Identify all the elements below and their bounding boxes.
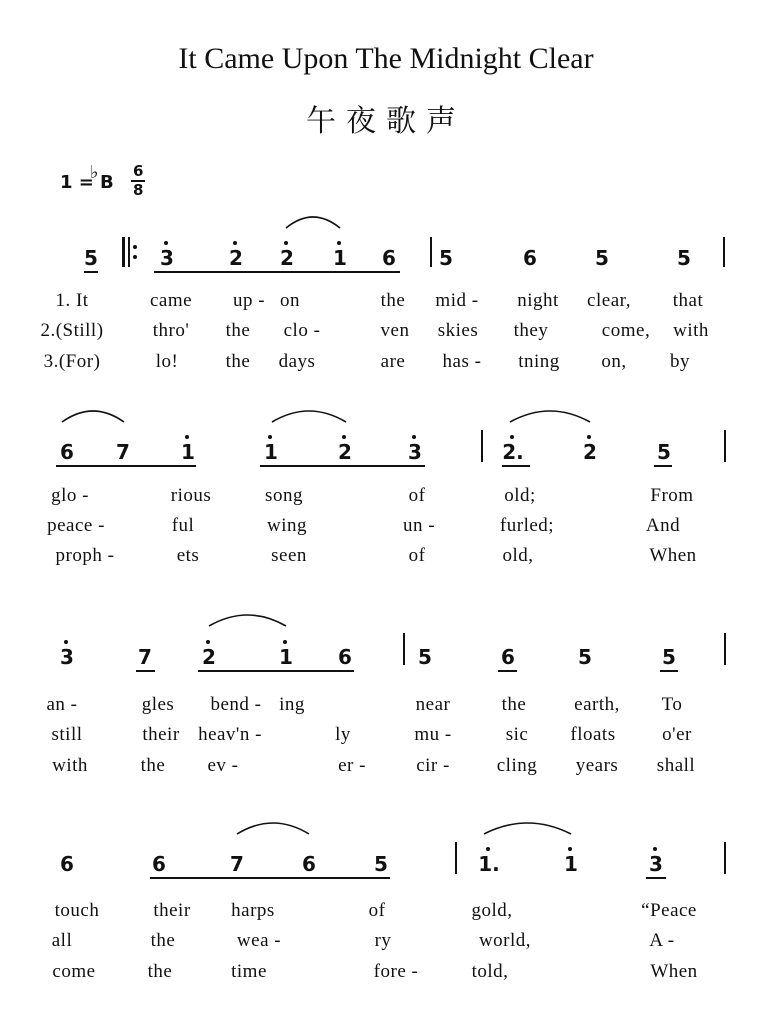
note: 6	[302, 852, 316, 876]
lyric-syllable: sic	[505, 724, 529, 745]
note: 1	[333, 246, 347, 270]
lyric-syllable: tning	[518, 351, 560, 372]
note: 5	[657, 440, 671, 464]
slur	[286, 217, 340, 228]
note: 6	[60, 440, 74, 464]
lyric-syllable: of	[408, 545, 426, 566]
lyric-syllable: near	[415, 694, 451, 715]
note: 5	[439, 246, 453, 270]
lyric-syllable: cir -	[416, 755, 450, 776]
lyric-syllable: ets	[176, 545, 200, 566]
lyric-syllable: From	[650, 485, 694, 506]
lyric-syllable: seen	[271, 545, 307, 566]
note: 1.	[478, 852, 500, 876]
lyric-syllable: years	[575, 755, 619, 776]
lyric-syllable: 3.(For)	[43, 351, 101, 372]
note: 5	[84, 246, 98, 270]
note: 6	[501, 645, 515, 669]
lyric-syllable: shall	[656, 755, 696, 776]
lyric-syllable: bend -	[210, 694, 262, 715]
lyric-syllable: that	[672, 290, 704, 311]
lyric-syllable: cling	[496, 755, 538, 776]
note: 5	[374, 852, 388, 876]
key-note: B	[100, 172, 114, 193]
time-top: 6	[133, 162, 144, 180]
lyric-syllable: lo!	[155, 351, 179, 372]
lyric-syllable: up -	[232, 290, 266, 311]
lyric-syllable: thro'	[152, 320, 190, 341]
lyric-syllable: has -	[442, 351, 482, 372]
lyric-syllable: o'er	[662, 724, 692, 745]
note: 1	[564, 852, 578, 876]
lyric-syllable: skies	[437, 320, 479, 341]
lyric-syllable: world,	[478, 930, 532, 951]
lyric-syllable: of	[408, 485, 426, 506]
lyric-syllable: the	[225, 320, 251, 341]
lyric-syllable: the	[147, 961, 173, 982]
note: 6	[152, 852, 166, 876]
note: 6	[382, 246, 396, 270]
song-title: It Came Upon The Midnight Clear	[178, 42, 594, 75]
note: 7	[138, 645, 152, 669]
lyric-syllable: song	[265, 485, 303, 506]
slur	[510, 411, 590, 422]
lyric-syllable: mu -	[414, 724, 452, 745]
lyric-syllable: When	[649, 545, 697, 566]
lyric-syllable: And	[645, 515, 681, 536]
lyric-syllable: the	[140, 755, 166, 776]
lyric-syllable: un -	[402, 515, 436, 536]
lyric-syllable: er -	[338, 755, 366, 776]
lyric-syllable: ven	[380, 320, 410, 341]
lyric-syllable: ev -	[207, 755, 239, 776]
note: 3	[160, 246, 174, 270]
note: 7	[116, 440, 130, 464]
lyric-syllable: rious	[170, 485, 212, 506]
lyric-syllable: with	[673, 320, 709, 341]
lyric-syllable: clo -	[283, 320, 321, 341]
lyric-syllable: all	[51, 930, 73, 951]
lyric-syllable: come,	[601, 320, 651, 341]
lyric-syllable: the	[225, 351, 251, 372]
lyric-syllable: they	[513, 320, 549, 341]
lyric-syllable: came	[149, 290, 193, 311]
note: 5	[578, 645, 592, 669]
note: 2	[202, 645, 216, 669]
lyric-syllable: harps	[231, 900, 275, 921]
lyric-syllable: mid -	[435, 290, 479, 311]
note: 1	[181, 440, 195, 464]
lyric-syllable: ly	[335, 724, 351, 745]
lyric-syllable: told,	[471, 961, 509, 982]
lyric-syllable: fore -	[373, 961, 419, 982]
note: 3	[649, 852, 663, 876]
lyric-syllable: 1. It	[55, 290, 89, 311]
lyric-syllable: A -	[649, 930, 675, 951]
note: 6	[338, 645, 352, 669]
key-prefix: 1 =	[60, 172, 94, 193]
slur	[209, 615, 286, 626]
note: 6	[523, 246, 537, 270]
slur	[62, 411, 124, 422]
lyric-syllable: glo -	[51, 485, 89, 506]
lyric-syllable: the	[501, 694, 527, 715]
lyric-syllable: “Peace	[641, 900, 697, 921]
lyric-syllable: old,	[502, 545, 534, 566]
slur	[272, 411, 346, 422]
lyric-syllable: gold,	[471, 900, 513, 921]
lyric-syllable: wing	[267, 515, 307, 536]
lyric-syllable: touch	[54, 900, 100, 921]
lyric-syllable: their	[153, 900, 191, 921]
lyric-syllable: floats	[570, 724, 616, 745]
chinese-title: 午夜歌声	[306, 104, 466, 139]
lyric-syllable: an -	[46, 694, 78, 715]
note: 3	[60, 645, 74, 669]
lyric-syllable: their	[142, 724, 180, 745]
lyric-syllable: wea -	[236, 930, 282, 951]
slur	[484, 823, 571, 834]
lyric-syllable: old;	[504, 485, 536, 506]
lyric-syllable: time	[231, 961, 267, 982]
lyric-syllable: with	[52, 755, 88, 776]
note: 2	[280, 246, 294, 270]
lyric-syllable: by	[670, 351, 690, 372]
note: 2	[583, 440, 597, 464]
flat-sign: ♭	[90, 162, 99, 183]
lyric-syllable: the	[150, 930, 176, 951]
note: 5	[595, 246, 609, 270]
lyric-syllable: on,	[601, 351, 627, 372]
lyric-syllable: ful	[171, 515, 195, 536]
lyric-syllable: come	[52, 961, 96, 982]
lyric-syllable: the	[380, 290, 406, 311]
lyric-syllable: proph -	[55, 545, 115, 566]
lyric-syllable: days	[278, 351, 316, 372]
note: 5	[418, 645, 432, 669]
lyric-syllable: on	[280, 290, 300, 311]
lyric-syllable: are	[380, 351, 406, 372]
note: 3	[408, 440, 422, 464]
lyric-syllable: earth,	[574, 694, 620, 715]
lyric-syllable: gles	[141, 694, 175, 715]
note: 2	[229, 246, 243, 270]
lyric-syllable: ry	[374, 930, 392, 951]
lyric-syllable: still	[51, 724, 83, 745]
note: 1	[279, 645, 293, 669]
note: 6	[60, 852, 74, 876]
lyric-syllable: peace -	[47, 515, 105, 536]
note: 7	[230, 852, 244, 876]
note: 2.	[502, 440, 524, 464]
note: 5	[677, 246, 691, 270]
lyric-syllable: To	[661, 694, 683, 715]
lyric-syllable: of	[368, 900, 386, 921]
note: 5	[662, 645, 676, 669]
note: 1	[264, 440, 278, 464]
lyric-syllable: ing	[279, 694, 305, 715]
lyric-syllable: clear,	[587, 290, 631, 311]
lyric-syllable: furled;	[499, 515, 555, 536]
slur	[237, 823, 309, 834]
lyric-syllable: When	[650, 961, 698, 982]
lyric-syllable: 2.(Still)	[40, 320, 104, 341]
lyric-syllable: heav'n -	[198, 724, 262, 745]
lyric-syllable: night	[517, 290, 559, 311]
note: 2	[338, 440, 352, 464]
time-bottom: 8	[133, 181, 144, 199]
